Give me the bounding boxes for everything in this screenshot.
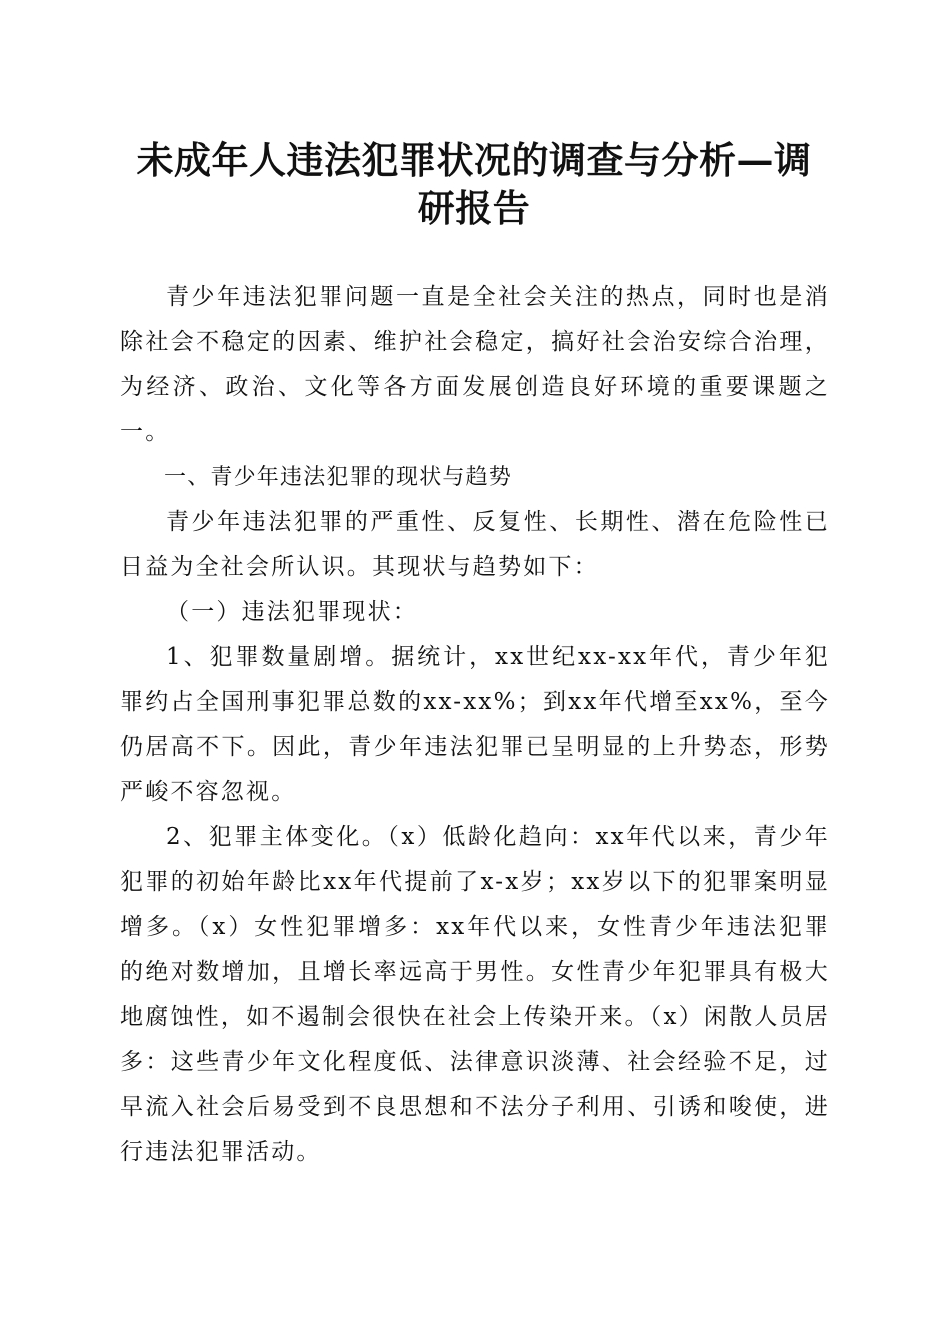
document-body (120, 275, 830, 1175)
point-2-paragraph: 2、犯罪主体变化。（x）低龄化趋向：xx年代以来，青少年犯罪的初始年龄比xx年代提前了x-x岁；xx岁以下的犯罪案明显增多。（x）女性犯罪增多：xx年代以来，女性青少年违法犯罪的绝对数增加，且增长率远高于男性。女性青少年犯罪具有极大地腐蚀性，如不遏制会很快在社会上传染开来。（x）闲散人员居多：这些青少年文化程度低、法律意识淡薄、社会经验不足，过早流入社会后易受到不良思想和不法分子利用、引诱和唆使，进行违法犯罪活动。 (120, 824, 830, 1165)
document-title: 未成年人违法犯罪状况的调查与分析—调研报告 (136, 138, 812, 230)
section-heading-1: 一、青少年违法犯罪的现状与趋势 (164, 465, 513, 490)
section-intro-paragraph: 青少年违法犯罪的严重性、反复性、长期性、潜在危险性已日益为全社会所认识。其现状与趋势如下： (120, 509, 830, 580)
intro-paragraph: 青少年违法犯罪问题一直是全社会关注的热点，同时也是消除社会不稳定的因素、维护社会稳定，搞好社会治安综合治理，为经济、政治、文化等各方面发展创造良好环境的重要课题之一。 (120, 284, 830, 445)
point-1-paragraph: 1、犯罪数量剧增。据统计，xx世纪xx-xx年代，青少年犯罪约占全国刑事犯罪总数的xx-xx%；到xx年代增至xx%，至今仍居高不下。因此，青少年违法犯罪已呈明显的上升势态，形势严峻不容忽视。 (120, 644, 830, 805)
subsection-heading-1: （一）违法犯罪现状： (166, 599, 418, 625)
